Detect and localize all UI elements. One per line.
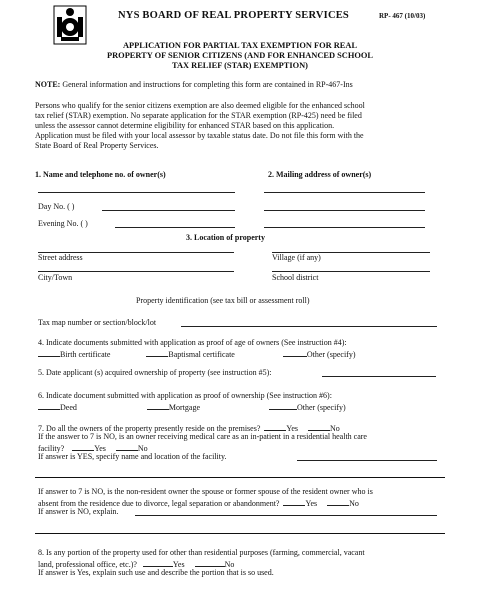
q7-no-blank[interactable] bbox=[308, 422, 330, 431]
q7b-no-label: No bbox=[349, 499, 359, 508]
evening-phone-label: Evening No. ( ) bbox=[38, 219, 88, 228]
divider-2 bbox=[35, 533, 445, 534]
street-address-label: Street address bbox=[38, 253, 83, 262]
property-id-label: Property identification (see tax bill or assessment roll) bbox=[136, 296, 310, 305]
q8-line-1: 8. Is any portion of the property used for other than residential purposes (farming, commercial, vacant bbox=[38, 548, 365, 557]
day-phone-label: Day No. ( ) bbox=[38, 202, 75, 211]
q4-birth-checkbox[interactable] bbox=[38, 348, 60, 357]
q6-other-label: Other (specify) bbox=[297, 403, 346, 412]
mailing-address-field-3[interactable] bbox=[264, 227, 425, 228]
q8-no-blank[interactable] bbox=[195, 558, 225, 567]
q7-followup-1: If the answer to 7 is NO, is an owner receiving medical care as an in-patient in a residential health care bbox=[38, 432, 367, 441]
q7-facility-yes-label: Yes bbox=[94, 444, 106, 453]
q7-no-label: No bbox=[330, 424, 340, 433]
school-district-label: School district bbox=[272, 273, 319, 282]
q6-mortgage-checkbox[interactable] bbox=[147, 401, 169, 410]
q4-other-checkbox[interactable] bbox=[283, 348, 307, 357]
tax-map-label: Tax map number or section/block/lot bbox=[38, 318, 157, 327]
q6-mortgage-label: Mortgage bbox=[168, 403, 200, 412]
q7b-line-2: absent from the residence due to divorce, legal separation or abandonment? bbox=[38, 499, 280, 508]
q7-yes-label: Yes bbox=[286, 424, 299, 433]
intro-line-3: unless the assessor cannot determine eligibility for enhanced STAR based on this application. bbox=[35, 121, 335, 130]
q8-yes-blank[interactable] bbox=[143, 558, 173, 567]
q6-options bbox=[38, 401, 346, 413]
city-field[interactable] bbox=[38, 271, 234, 272]
intro-line-2: tax relief (STAR) exemption. No separate application for the STAR exemption (RP-425) need be filed bbox=[35, 111, 362, 120]
q5-text: 5. Date applicant (s) acquired ownership of property (see instruction #5): bbox=[38, 368, 272, 377]
q7-followup-2: facility? bbox=[38, 444, 65, 453]
mailing-address-field-2[interactable] bbox=[264, 210, 425, 211]
tax-map-field[interactable] bbox=[181, 326, 437, 327]
section2-heading: 2. Mailing address of owner(s) bbox=[268, 170, 372, 179]
form-number: RP- 467 (10/03) bbox=[379, 12, 426, 20]
village-label: Village (if any) bbox=[272, 253, 321, 262]
form-title-line-3: TAX RELIEF (STAR) EXEMPTION) bbox=[172, 61, 308, 70]
q6-other-checkbox[interactable] bbox=[269, 401, 297, 410]
note-text: General information and instructions for completing this form are contained in RP-467-Ins bbox=[62, 80, 353, 89]
divider-1 bbox=[35, 477, 445, 478]
q7-yes-blank[interactable] bbox=[264, 422, 286, 431]
intro-line-1: Persons who qualify for the senior citizens exemption are also deemed eligible for the enhanced school bbox=[35, 101, 365, 110]
form-title-line-1: APPLICATION FOR PARTIAL TAX EXEMPTION FOR REAL bbox=[122, 41, 358, 50]
q4-baptismal-label: Baptismal certificate bbox=[168, 350, 235, 359]
form-title-line-2: PROPERTY OF SENIOR CITIZENS (AND FOR ENHANCED SCHOOL bbox=[107, 51, 373, 60]
q7-followup-3: If answer is YES, specify name and location of the facility. bbox=[38, 452, 227, 461]
q7b-yes-blank[interactable] bbox=[283, 497, 305, 506]
q8-yes-label: Yes bbox=[172, 560, 185, 569]
q4-baptismal-checkbox[interactable] bbox=[146, 348, 168, 357]
q7b-explain-field[interactable] bbox=[135, 515, 437, 516]
evening-phone-field[interactable] bbox=[115, 227, 235, 228]
state-seal bbox=[53, 5, 87, 45]
q7-facility-no-label: No bbox=[137, 444, 148, 453]
note-label: NOTE: bbox=[35, 80, 61, 89]
q7b-line-1: If answer to 7 is NO, is the non-resident owner the spouse or former spouse of the resident owner who is bbox=[38, 487, 373, 496]
intro-line-4: Application must be filed with your local assessor by taxable status date. Do not file this form with the bbox=[35, 131, 364, 140]
q4-options bbox=[38, 348, 356, 360]
section1-heading: 1. Name and telephone no. of owner(s) bbox=[35, 170, 166, 179]
intro-line-5: State Board of Real Property Services. bbox=[35, 141, 159, 150]
city-label: City/Town bbox=[38, 273, 73, 282]
day-phone-field[interactable] bbox=[102, 210, 235, 211]
q5-field[interactable] bbox=[322, 376, 436, 377]
school-district-field[interactable] bbox=[272, 271, 430, 272]
q4-other-label: Other (specify) bbox=[306, 350, 356, 359]
owner-name-field[interactable] bbox=[38, 192, 235, 193]
q7b-no-blank[interactable] bbox=[327, 497, 349, 506]
q8-no-label: No bbox=[224, 560, 235, 569]
q6-text: 6. Indicate document submitted with application as proof of ownership (See instruction #6): bbox=[38, 391, 332, 400]
q6-deed-checkbox[interactable] bbox=[38, 401, 60, 410]
note bbox=[35, 80, 353, 90]
q7b-line-3: If answer is NO, explain. bbox=[38, 507, 119, 516]
q8-line-3: If answer is Yes, explain such use and describe the portion that is so used. bbox=[38, 568, 274, 577]
q4-birth-label: Birth certificate bbox=[60, 350, 111, 359]
q6-deed-label: Deed bbox=[60, 403, 77, 412]
q7-facility-yes-blank[interactable] bbox=[72, 442, 94, 451]
section3-heading: 3. Location of property bbox=[186, 233, 265, 242]
q7-text: 7. Do all the owners of the property presently reside on the premises? bbox=[38, 424, 261, 433]
q7b-yes-label: Yes bbox=[305, 499, 318, 508]
facility-field[interactable] bbox=[297, 460, 437, 461]
agency-name: NYS BOARD OF REAL PROPERTY SERVICES bbox=[118, 10, 349, 21]
q7-facility-no-blank[interactable] bbox=[116, 442, 138, 451]
q4-text: 4. Indicate documents submitted with application as proof of age of owners (See instruction #4): bbox=[38, 338, 347, 347]
q8-line-2: land, professional office, etc.)? bbox=[38, 560, 137, 569]
mailing-address-field-1[interactable] bbox=[264, 192, 425, 193]
